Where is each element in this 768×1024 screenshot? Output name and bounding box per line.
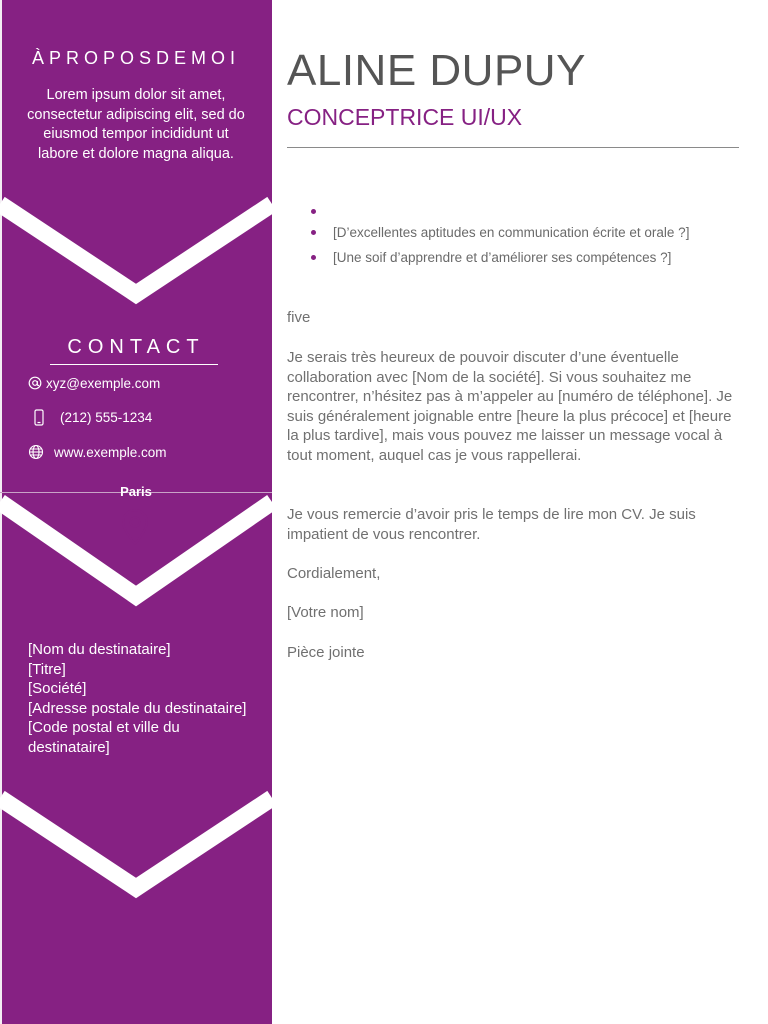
recipient-block (28, 640, 248, 757)
chevron-divider-3 (0, 784, 272, 914)
contact-website[interactable]: www.exemple.com (54, 444, 167, 460)
globe-icon (27, 443, 45, 461)
header-divider (287, 147, 739, 148)
contact-title: CONTACT (67, 336, 205, 358)
skills-list (287, 200, 737, 270)
chevron-divider-1 (0, 190, 272, 320)
letter-paragraph-2: Je vous remercie d’avoir pris le temps de lire mon CV. Je suis impatient de vous rencontrer. (287, 506, 696, 543)
letter-closing: Cordialement, (287, 565, 381, 582)
sidebar (0, 0, 272, 1024)
recipient-title: [Titre] (28, 660, 66, 678)
contact-email-row (28, 374, 160, 392)
list-item: [Une soif d’apprendre et d’améliorer ses compétences ?] (287, 246, 737, 270)
recipient-company: [Société] (28, 680, 87, 697)
list-item: [D’excellentes aptitudes en communication écrite et orale ?] (287, 221, 737, 245)
candidate-name: ALINE DUPUY (287, 46, 586, 95)
recipient-postal-city: [Code postal et ville du destinataire] (28, 719, 180, 756)
contact-website-row (27, 443, 167, 461)
job-title: CONCEPTRICE UI/UX (287, 104, 523, 130)
about-title: ÀPROPOSDEMOI (31, 48, 241, 68)
letter-line: five (287, 309, 311, 326)
about-text: Lorem ipsum dolor sit amet, consectetur adipiscing elit, sed do eiusmod tempor incididunt ut labore et dolore magna aliqua. (27, 87, 245, 162)
contact-email[interactable]: xyz@exemple.com (46, 375, 161, 391)
letter-attachment: Pièce jointe (287, 644, 365, 661)
location-pin-icon (120, 508, 150, 546)
recipient-name: [Nom du destinataire] (28, 641, 171, 658)
contact-city: Paris (120, 484, 152, 499)
letter-signature: [Votre nom] (287, 604, 364, 621)
list-item (287, 200, 737, 220)
contact-divider (50, 364, 218, 365)
at-icon (28, 374, 42, 392)
letter-paragraph-1: Je serais très heureux de pouvoir discuter d’une éventuelle collaboration avec [Nom de la société]. Si vous souhaitez me rencontrer, n’hésitez pas à m’appeler au [numéro de téléphone]. Je suis généralement joignable entre [heure la plus précoce] et [heure la plus tardive], mais vous pouvez me laisser un message vocal à tout moment, auquel cas je vous rappellerai. (287, 349, 733, 464)
phone-icon (30, 408, 48, 426)
contact-phone[interactable]: (212) 555-1234 (60, 409, 153, 425)
recipient-address: [Adresse postale du destinataire] (28, 699, 247, 717)
contact-phone-row (30, 408, 152, 426)
